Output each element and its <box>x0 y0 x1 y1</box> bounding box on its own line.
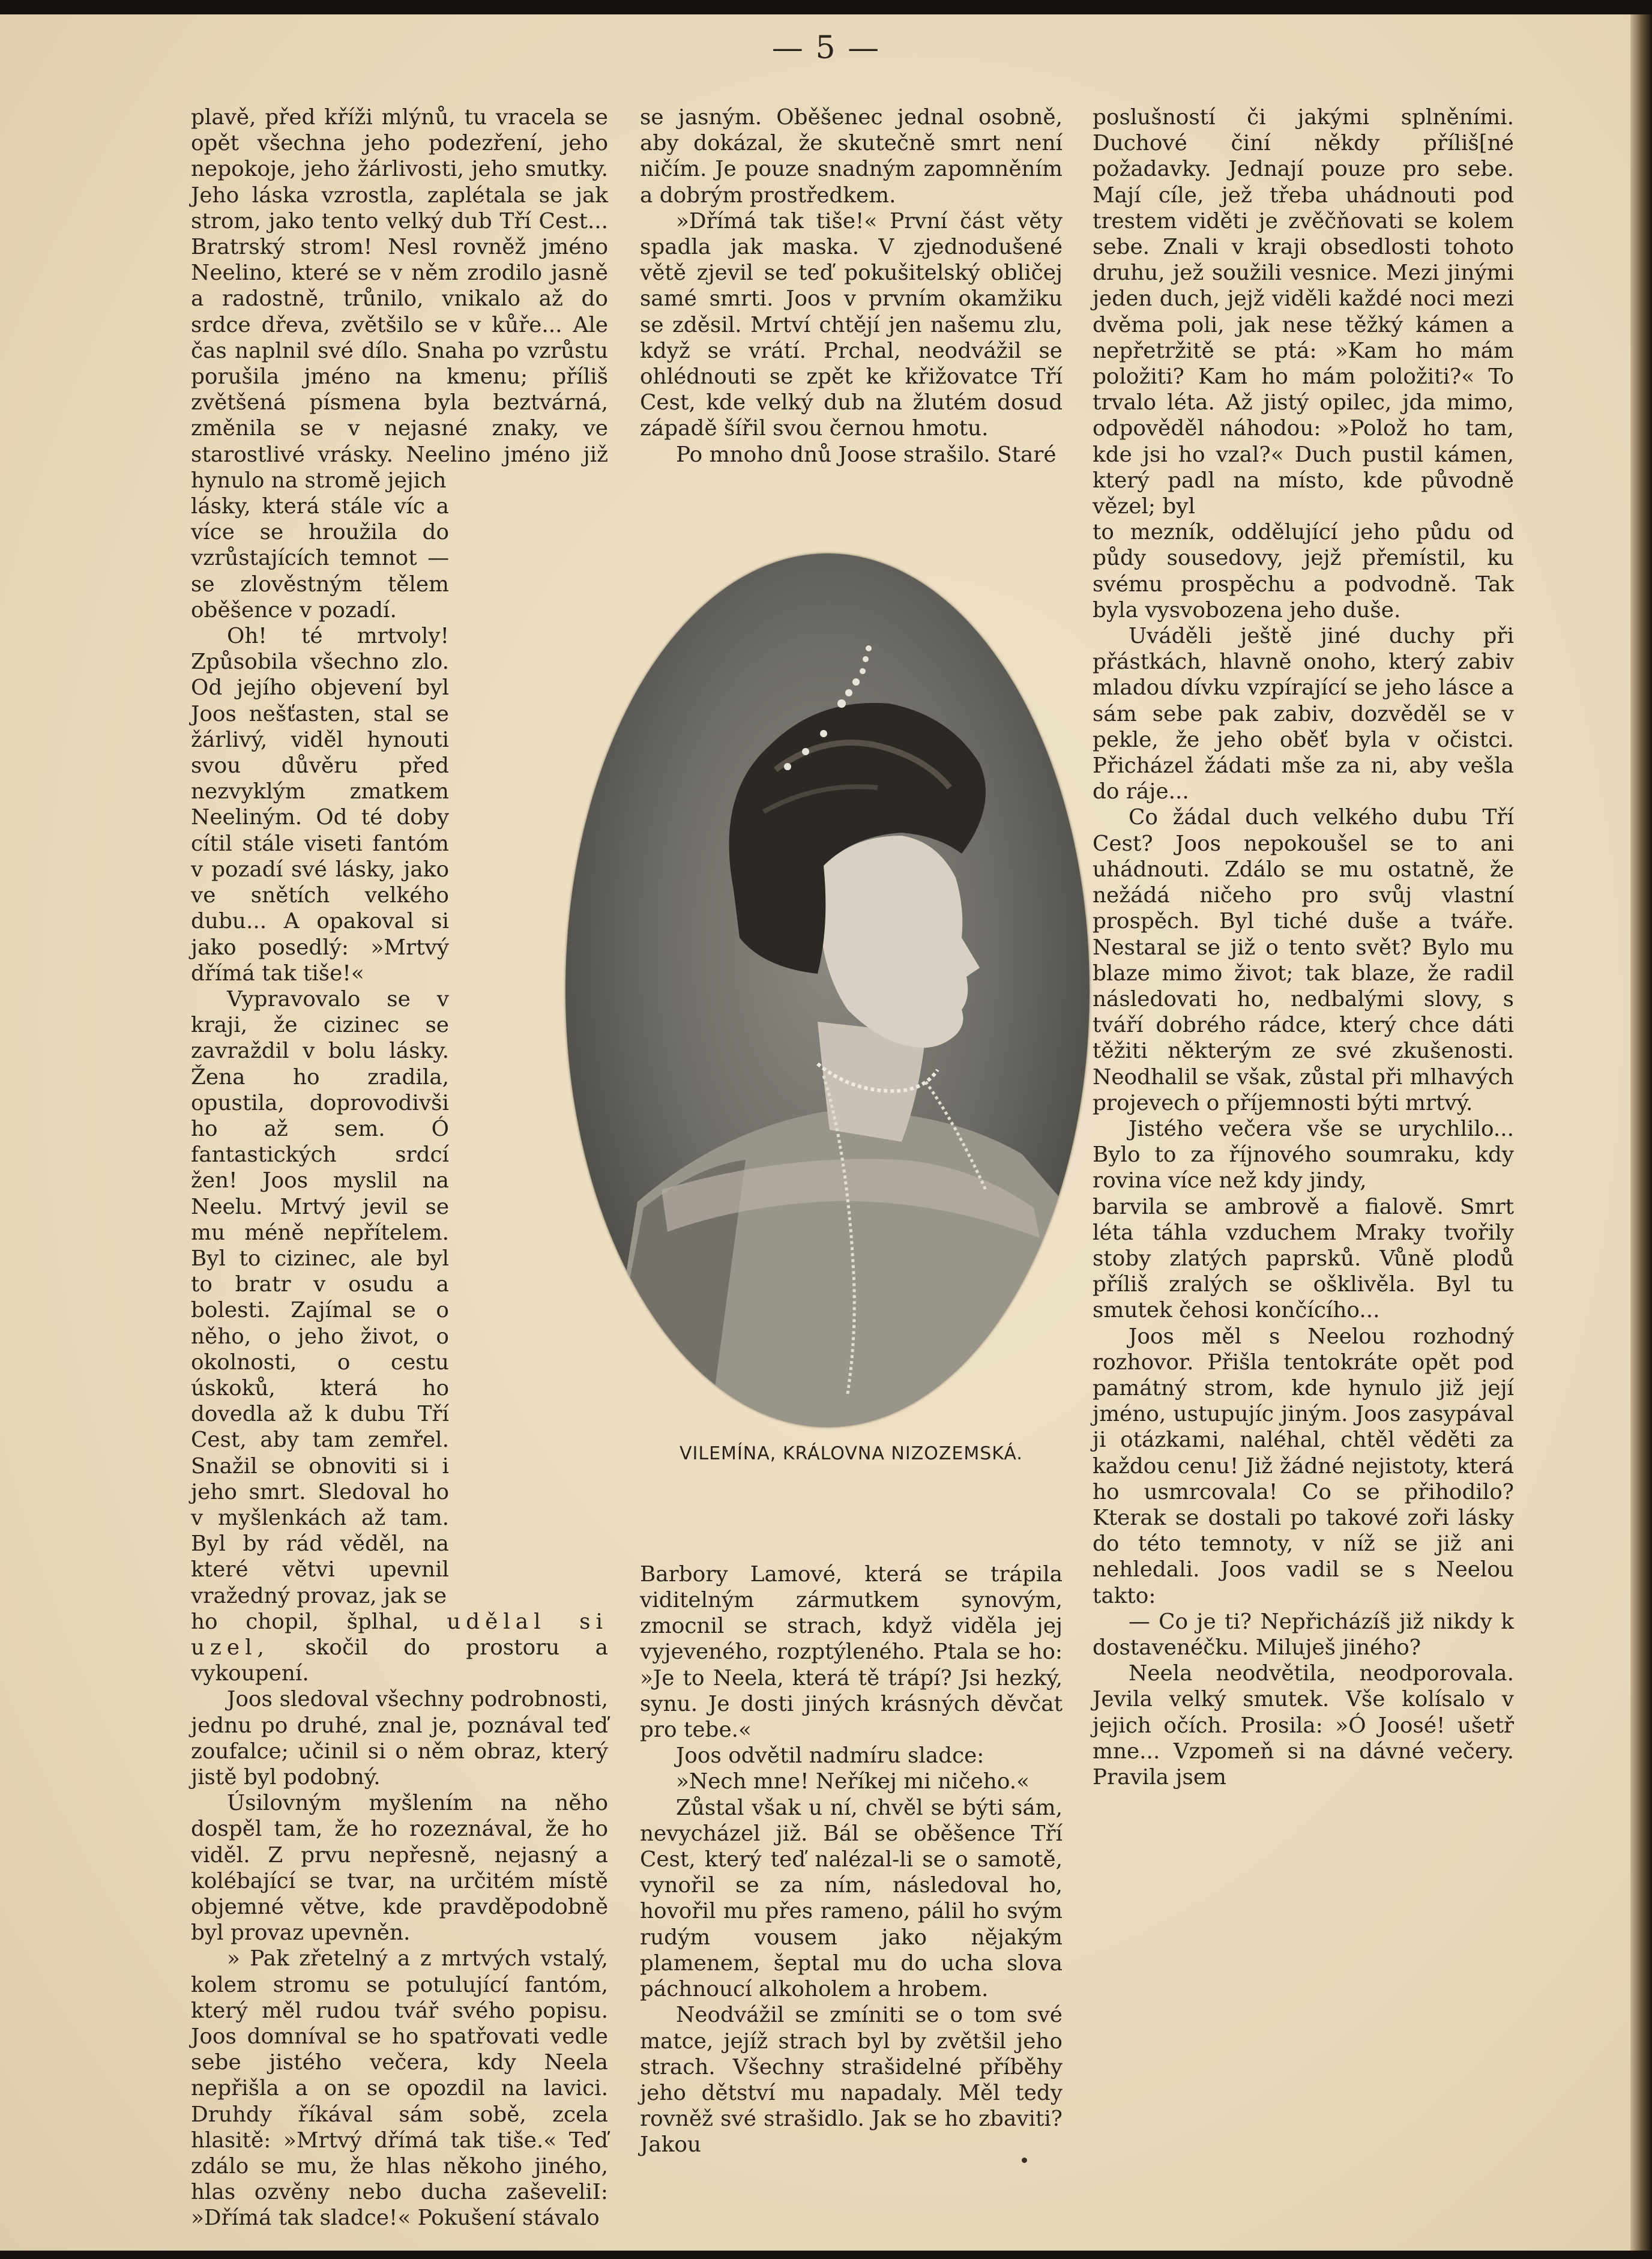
paragraph: » Pak zřetelný a z mrtvých vstalý, kolem stromu se potulující fantóm, který měl rudou tvář svého popisu. Joos domníval se ho spatřovati vedle sebe jistého večera, kdy Neela nepřišla a on se opozdil na lavici. Druhdy říkával sám sobě, zcela hlasitě: »Mrtvý dřímá tak tiše.« Teď zdálo se mu, že hlas někoho jiného, hlas ozvěny nebo ducha zaševeliI: »Dřímá tak sladce!« Pokušení stávalo <box>191 1946 608 2231</box>
paragraph: plavě, před kříži mlýnů, tu vracela se opět všechna jeho podezření, jeho nepokoje, jeho žárlivosti, jeho smutky. Jeho láska vzrostla, zaplétala se jak strom, jako tento velký dub Tří Cest... Bratrský strom! Nesl rovněž jméno Neelino, které se v něm zrodilo jasně a radostně, trůnilo, vnikalo až do srdce dřeva, zvětšilo se v kůře... Ale čas naplnil své dílo. Snaha po vzrůstu porušila jméno na kmenu; příliš zvětšená písmena byla beztvárná, změnila se v nejasné znaky, ve starostlivé vrásky. Neelino jméno již hynulo na stromě jejich <box>191 105 608 493</box>
paragraph: Zůstal však u ní, chvěl se býti sám, nevycházel již. Bál se oběšence Tří Cest, který teď nalézal-li se o samotě, vynořil se za ním, následoval ho, hovořil mu přes rameno, pálil ho svým rudým vousem jako nějakým plamenem, šeptal mu do ucha slova páchnoucí alkoholem a hrobem. <box>640 1795 1063 2002</box>
paragraph: »Dřímá tak tiše!« První část věty spadla jak maska. V zjednodušené větě zjevil se teď pokušitelský obličej samé smrti. Joos v prvním okamžiku se zděsil. Mrtví chtějí jen našemu zlu, když se vrátí. Prchal, neodvážil se ohlédnouti se zpět ke křižovatce Tří Cest, kde velký dub na žlutém dosud západě šířil svou černou hmotu. <box>640 208 1063 441</box>
paragraph-wrapped: Vypravovalo se v kraji, že cizinec se zavraždil v bolu lásky. Žena ho zradila, opustila, doprovodivši ho až sem. Ó fantastických srdcí žen! Joos myslil na Neelu. Mrtvý jevil se mu méně nepřítelem. Byl to cizinec, ale byl to bratr v osudu a bolesti. Zajímal se o něho, o jeho život, o okolnosti, o cestu úskoků, která ho dovedla až k dubu Tří Cest, aby tam zemřel. Snažil se obnoviti si i jeho smrt. Sledoval ho v myšlenkách až tam. Byl by rád věděl, na které větvi upevnil vražedný provaz, jak se <box>191 986 449 1608</box>
paragraph-wrapped: to mezník, oddělující jeho půdu od půdy sousedovy, jejž přemístil, ku svému prospěchu a podvodně. Tak byla vysvobozena jeho duše. <box>1093 520 1514 623</box>
portrait-photo <box>565 553 1090 1427</box>
paragraph: poslušností či jakými splněními. Duchové činí někdy příliš[né požadavky. Jednají pouze pro sebe. Mají cíle, jež třeba uhádnouti pod trestem viděti je zvěčňovati se kolem sebe. Znali v kraji obsedlosti tohoto druhu, jež soužili vesnice. Mezi jinými jeden duch, jejž viděli každé noci mezi dvěma poli, jak nese těžký kámen a nepřetržitě se ptá: »Kam ho mám položiti? Kam ho mám položiti?« To trvalo léta. Až jistý opilec, jda mimo, odpověděl náhodou: »Polož ho tam, kde jsi ho vzal?« Duch pustil kámen, který padl na místo, kde původně vězel; byl <box>1093 105 1514 519</box>
paragraph: Joos sledoval všechny podrobnosti, jednu po druhé, znal je, poznával teď zoufalce; učinil si o něm obraz, který jistě byl podobný. <box>191 1687 608 1790</box>
paragraph-wrapped: Co žádal duch velkého dubu Tří Cest? Joos nepokoušel se to ani uhádnouti. Zdálo se mu ostatně, že nežádá ničeho pro svůj vlastní prospěch. Byl tiché duše a tváře. Nestaral se již o tento svět? Bylo mu blaze mimo život; tak blaze, že radil následovati ho, nedbalými slovy, s tváří dobrého rádce, který chce dáti těžiti některým ze své zkušenosti. Neodhalil se však, zůstal při mlhavých projevech o příjemnosti býti mrtvý. <box>1093 805 1514 1115</box>
paragraph-wrapped: Oh! té mrtvoly! Způsobila všechno zlo. Od jejího objevení byl Joos nešťasten, stal se žárlivý, viděl hynouti svou důvěru před nezvyklým zmatkem Neeliným. Od té doby cítil stále viseti fantóm v pozadí své lásky, jako ve snětích velkého dubu... A opakoval si jako posedlý: »Mrtvý dřímá tak tiše!« <box>191 624 449 986</box>
face <box>821 836 980 1048</box>
paragraph: Úsilovným myšlením na něho dospěl tam, že ho rozeznával, že ho viděl. Z prvu nepřesně, nejasný a kolébající se tvar, na určitém místě objemné větve, kde pravděpodobně byl provaz upevněn. <box>191 1791 608 1946</box>
paragraph <box>191 1609 608 1687</box>
print-speck <box>1022 2158 1027 2163</box>
page-number: — 5 — <box>771 30 881 66</box>
paragraph: Joos odvětil nadmíru sladce: <box>676 1743 984 1769</box>
paragraph-wrapped: Uváděli ještě jiné duchy při přástkách, hlavně onoho, který zabiv mladou dívku vzpírající se jeho lásce a sám sebe pak zabiv, dozvěděl se v pekle, že jeho oběť byla v očistci. Přicházel žádati mše za ni, aby vešla do ráje... <box>1093 624 1514 804</box>
paragraph: Neodvážil se zmíniti se o tom své matce, jejíž strach byl by zvětšil jeho strach. Všechny strašidelné příběhy jeho dětství mu napadaly. Měl tedy rovněž své strašidlo. Jak se ho zbaviti? Jakou <box>640 2003 1063 2158</box>
portrait-caption: VILEMÍNA, KRÁLOVNA NIZOZEMSKÁ. <box>680 1443 1023 1464</box>
paragraph: »Nech mne! Neříkej mi ničeho.« <box>676 1769 1030 1794</box>
paragraph: barvila se ambrově a fialově. Smrt léta táhla vzduchem Mraky tvořily stoby zlatých paprsků. Vůně plodů příliš zralých se ošklivěla. Byl tu smutek čehosi končícího... <box>1093 1194 1514 1323</box>
text-span: skočil do prostoru a vykoupení. <box>191 1635 608 1686</box>
paragraph-wrapped: Jistého večera vše se urychlilo... Bylo to za říjnového soumraku, kdy rovina více než kdy jindy, <box>1093 1116 1514 1193</box>
paragraph-wrapped: lásky, která stále víc a více se hroužila do vzrůstajících temnot — se zlověstným tělem oběšence v pozadí. <box>191 494 449 623</box>
paragraph: Barbory Lamové, která se trápila viditelným zármutkem synovým, zmocnil se strach, když viděla jej vyjeveného, rozptýleného. Ptala se ho: »Je to Neela, která tě trápí? Jsi hezký, synu. Je dosti jiných krásných děvčat pro tebe.« <box>640 1561 1063 1743</box>
text-span: ho chopil, šplhal, <box>191 1609 419 1634</box>
portrait-illustration <box>565 553 1090 1427</box>
paragraph: — Co je ti? Nepřicházíš již nikdy k dostavenéčku. Miluješ jiného? <box>1093 1609 1514 1660</box>
paragraph: Po mnoho dnů Joose strašilo. Staré <box>676 442 1057 467</box>
paragraph: Neela neodvětila, neodporovala. Jevila velký smutek. Vše kolísalo v jejich očích. Prosila: »Ó Joosé! ušetř mne... Vzpomeň si na dávné večery. Pravila jsem <box>1093 1661 1514 1790</box>
paragraph: Joos měl s Neelou rozhodný rozhovor. Přišla tentokráte opět pod památný strom, kde hynulo již její jméno, ustupujíc jiným. Joos zasypával ji otázkami, naléhal, chtěl věděti za každou cenu! Již žádné nejistoty, která ho usmrcovala! Co se přihodilo? Kterak se dostali po takové zoři lásky do této temnoty, v níž se již ani nehledali. Joos vadil se s Neelou takto: <box>1093 1324 1514 1608</box>
paragraph: se jasným. Oběšenec jednal osobně, aby dokázal, že skutečně smrt není ničím. Je pouze snadným zapomněním a dobrým prostředkem. <box>640 105 1063 208</box>
newspaper-page <box>0 14 1652 2251</box>
text-column-right <box>1093 104 1514 1790</box>
text-column-left <box>191 104 608 2231</box>
page-binding-edge <box>1630 14 1652 2251</box>
spaced-emphasis: udělal si uzel, <box>191 1609 608 1660</box>
